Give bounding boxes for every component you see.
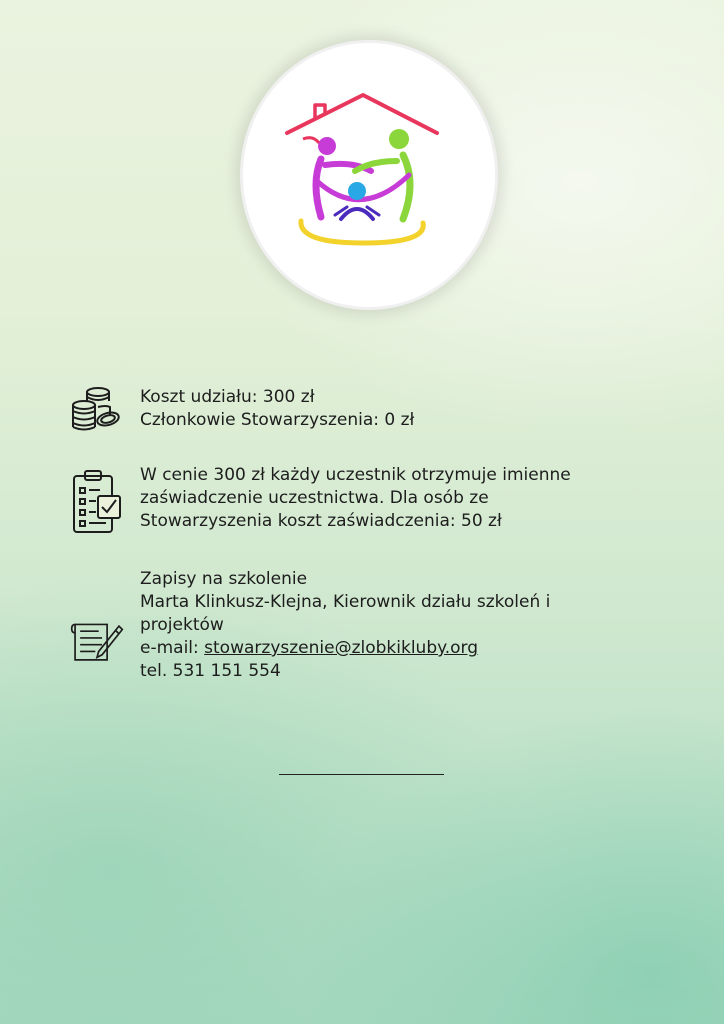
registration-heading: Zapisy na szkolenie <box>140 569 308 589</box>
cost-section <box>70 383 650 443</box>
certificate-section <box>70 462 650 534</box>
coins-icon <box>70 383 124 449</box>
contact-person: Marta Klinkusz-Klejna, Kierownik działu szkoleń i <box>140 592 551 612</box>
certificate-text-line-2: zaświadczenie uczestnictwa. Dla osób ze <box>140 488 489 508</box>
clipboard-checklist-icon <box>70 468 124 534</box>
phone-line: tel. 531 151 554 <box>140 661 281 681</box>
email-link[interactable]: stowarzyszenie@zlobkikluby.org <box>204 638 479 658</box>
family-house-logo <box>243 43 495 307</box>
certificate-text-line-1: W cenie 300 zł każdy uczestnik otrzymuje imienne <box>140 465 571 485</box>
document-pen-icon <box>70 610 124 676</box>
contact-person-cont: projektów <box>140 615 224 635</box>
certificate-text-line-3: Stowarzyszenia koszt zaświadczenia: 50 zł <box>140 511 502 531</box>
divider <box>279 774 444 775</box>
logo-badge <box>243 43 495 307</box>
registration-section <box>70 566 650 686</box>
member-cost-line: Członkowie Stowarzyszenia: 0 zł <box>140 410 415 430</box>
cost-line: Koszt udziału: 300 zł <box>140 387 315 407</box>
email-label: e-mail: <box>140 638 205 658</box>
email-line <box>140 637 550 660</box>
